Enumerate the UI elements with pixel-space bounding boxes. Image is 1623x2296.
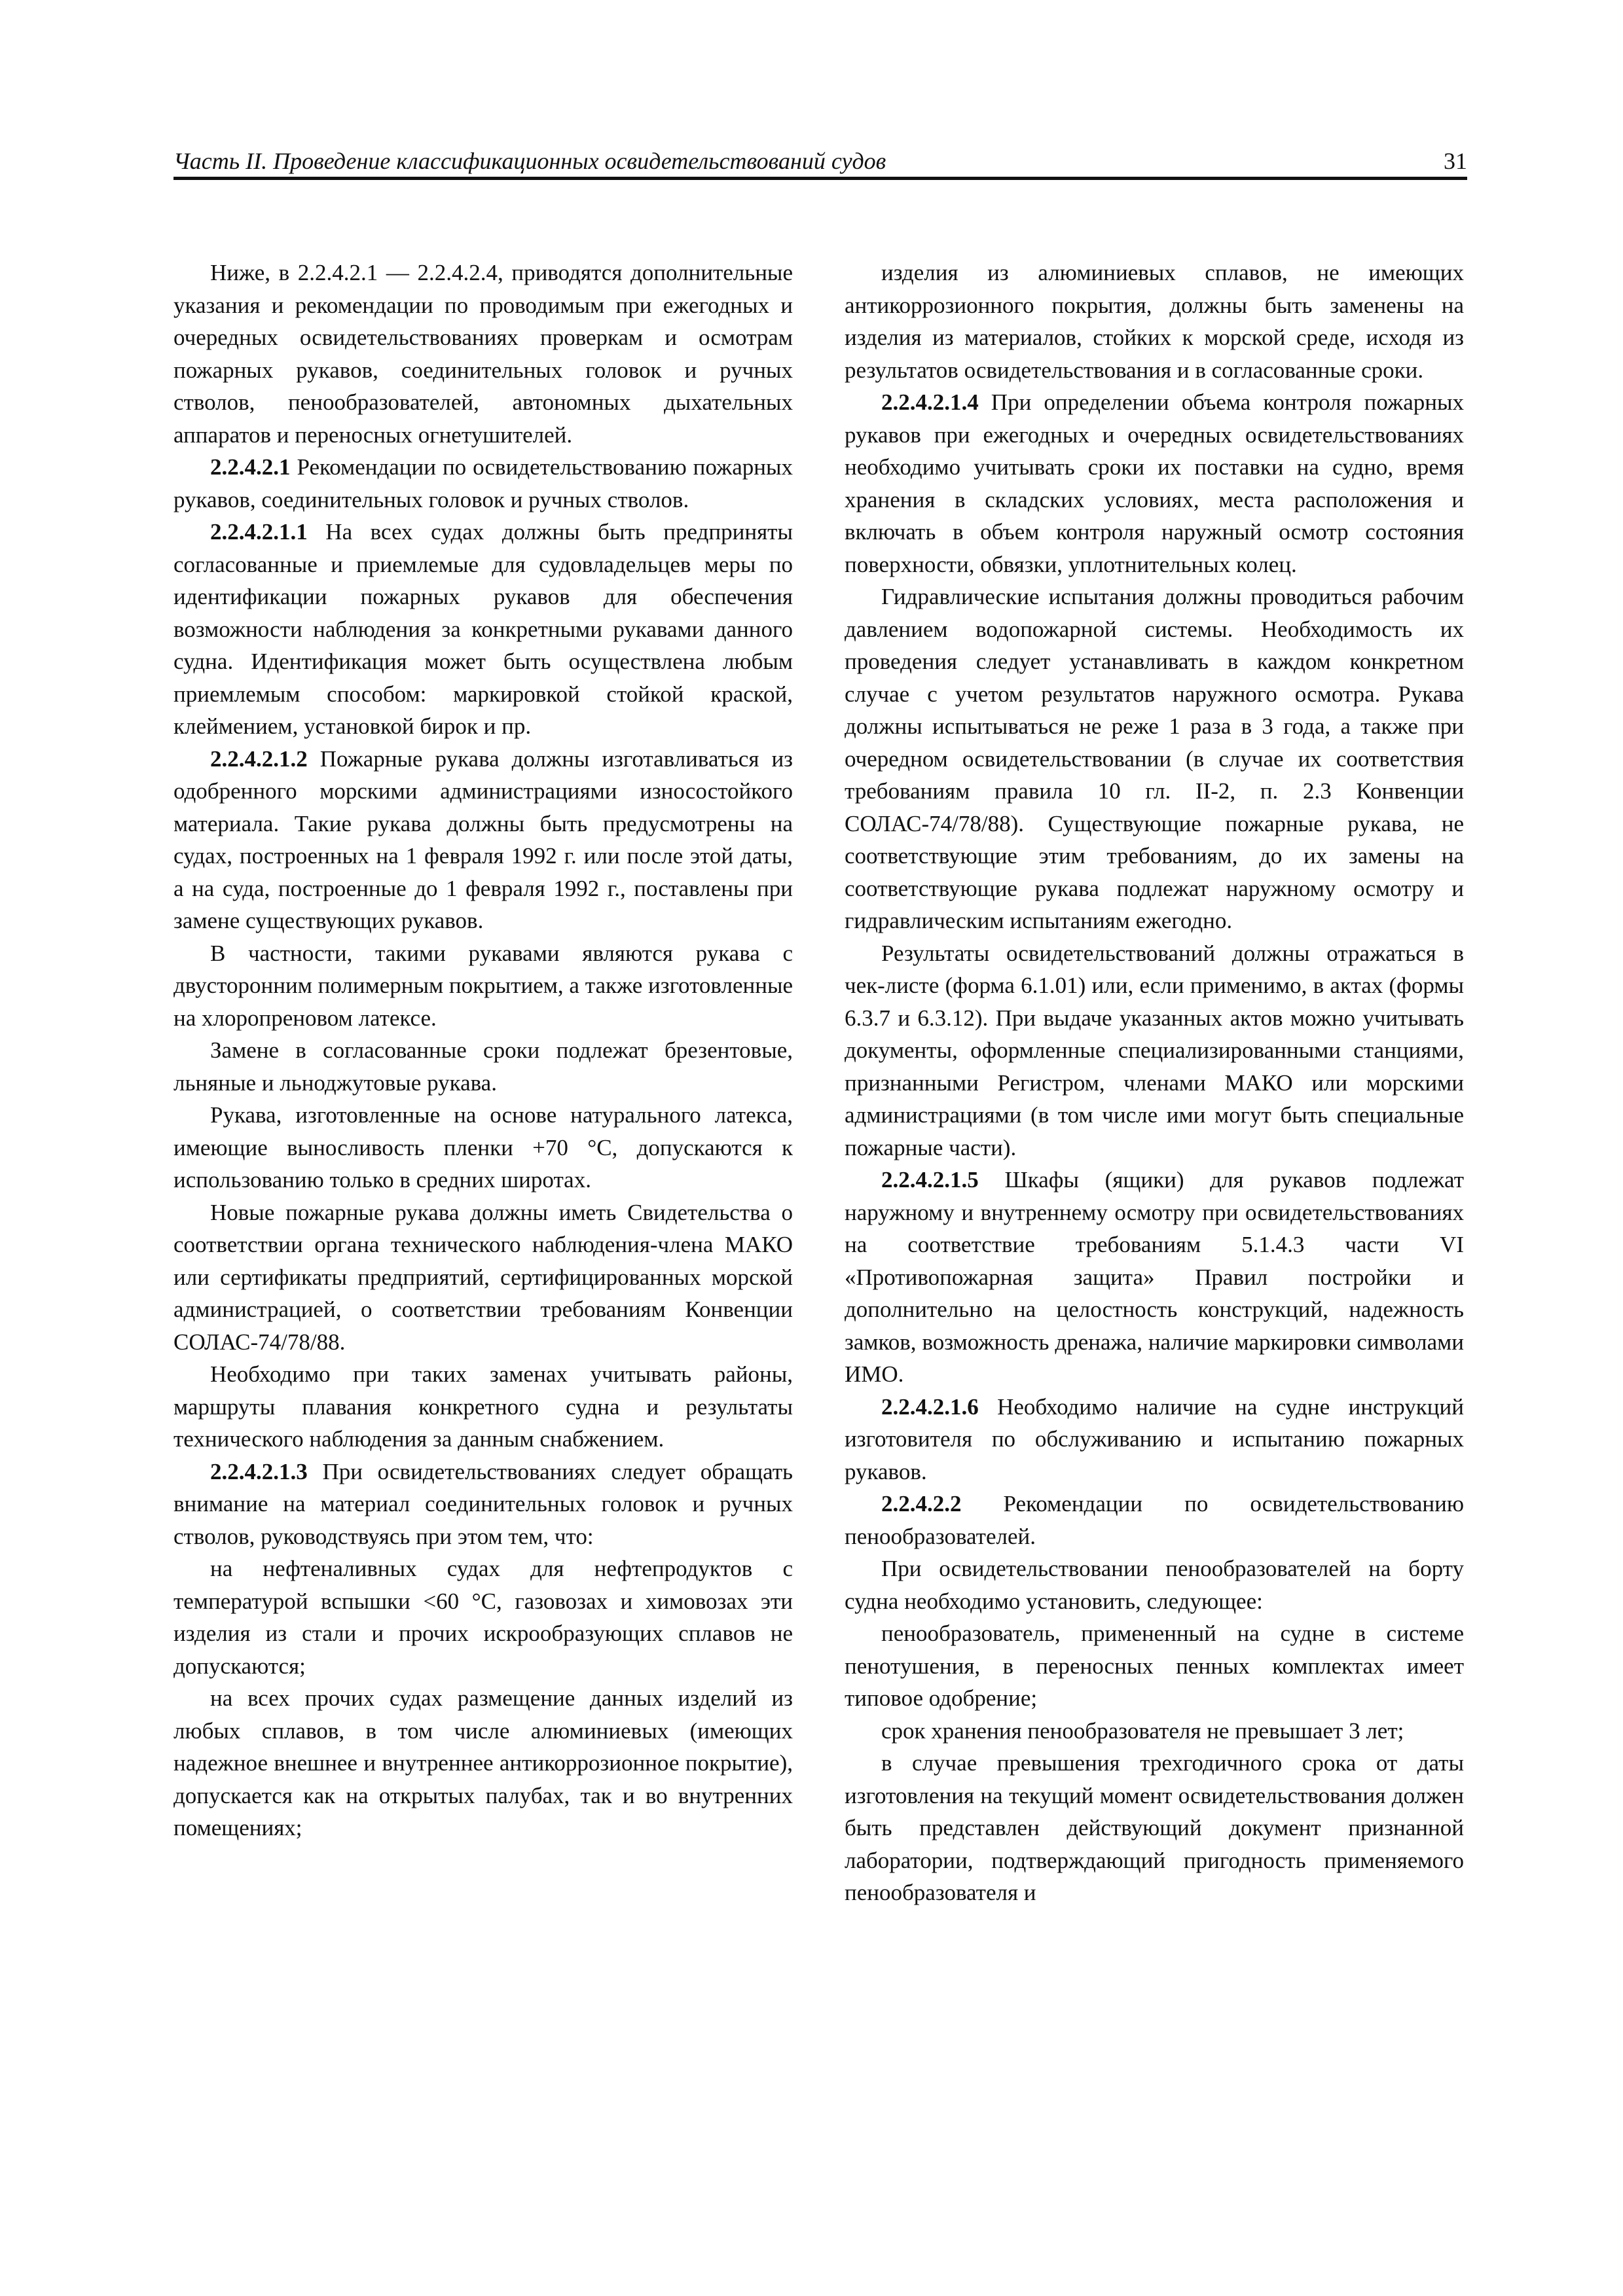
header-rule	[173, 177, 1467, 180]
section-number: 2.2.4.2.1.3	[210, 1458, 308, 1484]
paragraph	[173, 1682, 793, 1844]
running-header	[173, 143, 1467, 182]
paragraph	[845, 386, 1464, 581]
paragraph-text: срок хранения пенообразователя не превышает 3 лет;	[881, 1717, 1404, 1744]
section-number: 2.2.4.2.1.2	[210, 745, 308, 772]
paragraph	[845, 581, 1464, 937]
paragraph-text: в случае превышения трехгодичного срока от даты изготовления на текущий момент освидетельствования должен быть представлен действующий документ признанной лаборатории, подтверждающий пригодность применяемого пенообразователя и	[845, 1750, 1464, 1905]
paragraph-text: Рекомендации по освидетельствованию пожарных рукавов, соединительных головок и ручных стволов.	[173, 454, 793, 512]
paragraph	[173, 451, 793, 516]
paragraph-text: Новые пожарные рукава должны иметь Свидетельства о соответствии органа технического наблюдения-члена МАКО или сертификаты предприятий, сертифицированных морской администрацией, о соответствии требованиям Конвенции СОЛАС-74/78/88.	[173, 1199, 793, 1355]
paragraph-text: При определении объема контроля пожарных рукавов при ежегодных и очередных освидетельствованиях необходимо учитывать сроки их поставки на судно, время хранения в складских условиях, места расположения и включать в объем контроля наружный осмотр состояния поверхности, обвязки, уплотнительных колец.	[845, 389, 1464, 577]
paragraph	[173, 937, 793, 1035]
left-column	[173, 257, 793, 1844]
paragraph	[173, 1034, 793, 1099]
right-column	[845, 257, 1464, 1909]
paragraph	[845, 1164, 1464, 1391]
paragraph-text: Необходимо при таких заменах учитывать районы, маршруты плавания конкретного судна и результаты технического наблюдения за данным снабжением.	[173, 1361, 793, 1452]
paragraph-text: изделия из алюминиевых сплавов, не имеющих антикоррозионного покрытия, должны быть заменены на изделия из материалов, стойких к морской среде, исходя из результатов освидетельствования и в согласованные сроки.	[845, 260, 1464, 383]
section-number: 2.2.4.2.1.1	[210, 519, 308, 545]
paragraph-text: На всех судах должны быть предприняты согласованные и приемлемые для судовладельцев меры по идентификации пожарных рукавов для обеспечения возможности наблюдения за конкретными рукавами данного судна. Идентификация может быть осуществлена любым приемлемым способом: маркировкой стойкой краской, клеймением, установкой бирок и пр.	[173, 519, 793, 739]
paragraph-text: Шкафы (ящики) для рукавов подлежат наружному и внутреннему осмотру при освидетельствованиях на соответствие требованиям 5.1.4.3 части VI «Противопожарная защита» Правил постройки и дополнительно на целостность конструкций, надежность замков, возможность дренажа, наличие маркировки символами ИМО.	[845, 1167, 1464, 1387]
paragraph	[173, 1099, 793, 1196]
section-number: 2.2.4.2.2	[881, 1491, 962, 1516]
paragraph	[845, 1552, 1464, 1617]
paragraph-text: При освидетельствованиях следует обращать внимание на материал соединительных головок и ручных стволов, руководствуясь при этом тем, что:	[173, 1458, 793, 1549]
paragraph	[845, 1488, 1464, 1552]
paragraph-text: Рекомендации по освидетельствованию пенообразователей.	[845, 1491, 1464, 1549]
paragraph-text: Результаты освидетельствований должны отражаться в чек-листе (форма 6.1.01) или, если применимо, в актах (формы 6.3.7 и 6.3.12). При выдаче указанных актов можно учитывать документы, оформленные специализированными станциями, признанными Регистром, членами МАКО или морскими администрациями (в том числе ими могут быть специальные пожарные части).	[845, 940, 1464, 1160]
paragraph	[173, 1196, 793, 1359]
paragraph	[845, 937, 1464, 1164]
running-title: Часть II. Проведение классификационных освидетельствований судов	[173, 148, 886, 174]
section-number: 2.2.4.2.1.4	[881, 389, 979, 415]
paragraph	[845, 1391, 1464, 1488]
paragraph	[173, 1358, 793, 1456]
paragraph	[845, 1617, 1464, 1715]
paragraph-text: Необходимо наличие на судне инструкций изготовителя по обслуживанию и испытанию пожарных рукавов.	[845, 1393, 1464, 1484]
paragraph-text: В частности, такими рукавами являются рукава с двусторонним полимерным покрытием, а также изготовленные на хлоропреновом латексе.	[173, 940, 793, 1031]
paragraph-text: на нефтеналивных судах для нефтепродуктов с температурой вспышки <60 °С, газовозах и химовозах эти изделия из стали и прочих искрообразующих сплавов не допускаются;	[173, 1556, 793, 1679]
paragraph	[173, 257, 793, 451]
paragraph-text: Пожарные рукава должны изготавливаться из одобренного морскими администрациями износостойкого материала. Такие рукава должны быть предусмотрены на судах, построенных на 1 февраля 1992 г. или после этой даты, а на суда, построенные до 1 февраля 1992 г., поставлены при замене существующих рукавов.	[173, 745, 793, 933]
paragraph-text: на всех прочих судах размещение данных изделий из любых сплавов, в том числе алюминиевых (имеющих надежное внешнее и внутреннее антикоррозионное покрытие), допускается как на открытых палубах, так и во внутренних помещениях;	[173, 1685, 793, 1840]
paragraph-text: пенообразователь, примененный на судне в системе пенотушения, в переносных пенных комплектах имеет типовое одобрение;	[845, 1621, 1464, 1711]
paragraph	[845, 257, 1464, 386]
paragraph-text: При освидетельствовании пенообразователей на борту судна необходимо установить, следующее:	[845, 1556, 1464, 1614]
paragraph	[173, 1552, 793, 1682]
paragraph	[173, 1456, 793, 1553]
paragraph-text: Рукава, изготовленные на основе натурального латекса, имеющие выносливость пленки +70 °С, допускаются к использованию только в средних широтах.	[173, 1102, 793, 1193]
paragraph	[173, 743, 793, 937]
paragraph-text: Ниже, в 2.2.4.2.1 — 2.2.4.2.4, приводятся дополнительные указания и рекомендации по проводимым при ежегодных и очередных освидетельствованиях проверкам и осмотрам пожарных рукавов, соединительных головок и ручных стволов, пенообразователей, автономных дыхательных аппаратов и переносных огнетушителей.	[173, 260, 793, 448]
paragraph-text: Гидравлические испытания должны проводиться рабочим давлением водопожарной системы. Необходимость их проведения следует устанавливать в каждом конкретном случае с учетом результатов наружного осмотра. Рукава должны испытываться не реже 1 раза в 3 года, а также при очередном освидетельствовании (в случае их соответствия требованиям правила 10 гл. II-2, п. 2.3 Конвенции СОЛАС-74/78/88). Существующие пожарные рукава, не соответствующие этим требованиям, до их замены на соответствующие рукава подлежат наружному осмотру и гидравлическим испытаниям ежегодно.	[845, 584, 1464, 933]
paragraph	[845, 1747, 1464, 1909]
paragraph	[173, 516, 793, 743]
paragraph	[845, 1715, 1464, 1748]
section-number: 2.2.4.2.1.5	[881, 1167, 979, 1193]
section-number: 2.2.4.2.1.6	[881, 1393, 979, 1420]
paragraph-text: Замене в согласованные сроки подлежат брезентовые, льняные и льноджутовые рукава.	[173, 1037, 793, 1096]
page-number: 31	[1444, 148, 1467, 174]
section-number: 2.2.4.2.1	[210, 454, 291, 480]
